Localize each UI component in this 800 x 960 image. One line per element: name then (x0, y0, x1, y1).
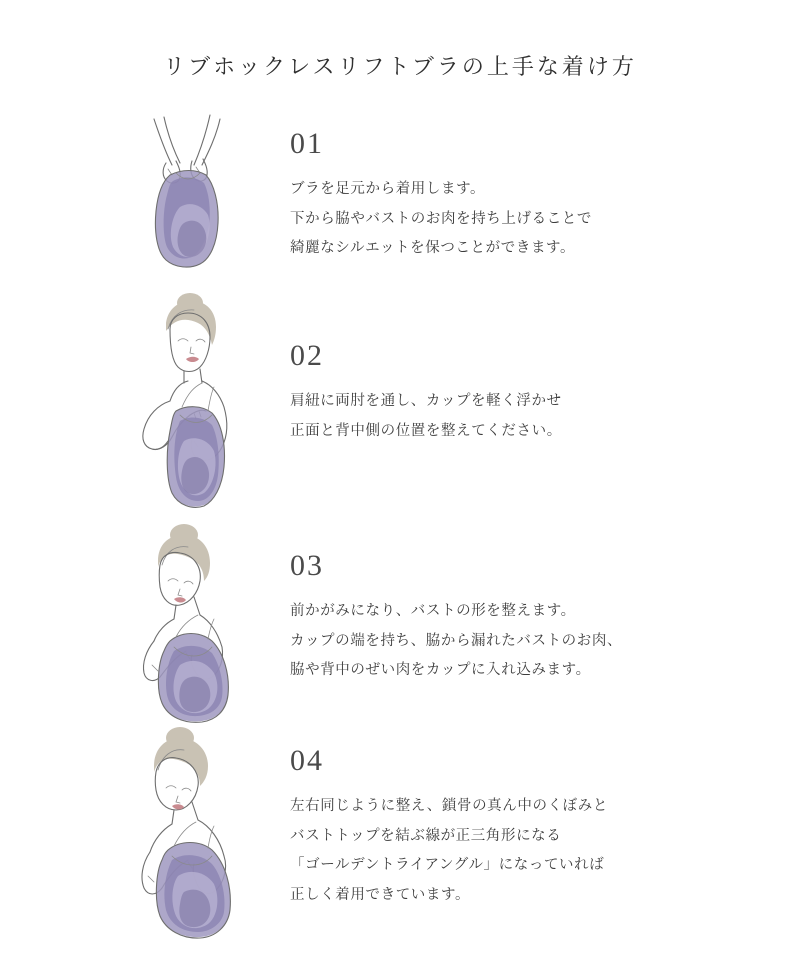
step-line: 「ゴールデントライアングル」になっていれば (290, 857, 605, 874)
page-title: リブホックレスリフトブラの上手な着け方 (163, 54, 637, 79)
step-line: 脇や背中のぜい肉をカップに入れ込みます。 (290, 662, 591, 679)
step-line: バストトップを結ぶ線が正三角形になる (290, 827, 562, 844)
step-4-body (260, 724, 800, 911)
step-2-illustration-adjusting-straps (110, 289, 260, 524)
step-line: カップの端を持ち、脇から漏れたバストのお肉、 (290, 632, 623, 649)
step-number: 03 (290, 548, 324, 582)
step-item (0, 111, 800, 289)
step-description (290, 175, 800, 264)
step-line: 正面と背中側の位置を整えてください。 (290, 422, 562, 439)
step-3-illustration-leaning-forward (110, 519, 260, 729)
step-line: 左右同じように整え、鎖骨の真ん中のくぼみと (290, 797, 608, 814)
step-description (290, 387, 800, 446)
step-line: 綺麗なシルエットを保つことができます。 (290, 240, 576, 257)
step-item (0, 519, 800, 724)
step-3-body (260, 519, 800, 686)
step-1-body (260, 111, 800, 264)
step-item (0, 289, 800, 519)
step-line: 下から脇やバストのお肉を持ち上げることで (290, 210, 592, 227)
step-description (290, 792, 800, 911)
step-number: 01 (290, 126, 324, 160)
step-1-illustration-pulling-bra-up (110, 111, 260, 294)
step-number: 02 (290, 338, 324, 372)
steps-list (0, 111, 800, 939)
step-line: 正しく着用できています。 (290, 886, 471, 903)
step-4-illustration-golden-triangle-check (110, 724, 260, 944)
step-line: 肩紐に両肘を通し、カップを軽く浮かせ (290, 392, 562, 409)
step-item (0, 724, 800, 939)
step-number: 04 (290, 743, 324, 777)
step-description (290, 597, 800, 686)
step-2-body (260, 289, 800, 446)
step-line: 前かがみになり、バストの形を整えます。 (290, 602, 576, 619)
step-line: ブラを足元から着用します。 (290, 180, 486, 197)
